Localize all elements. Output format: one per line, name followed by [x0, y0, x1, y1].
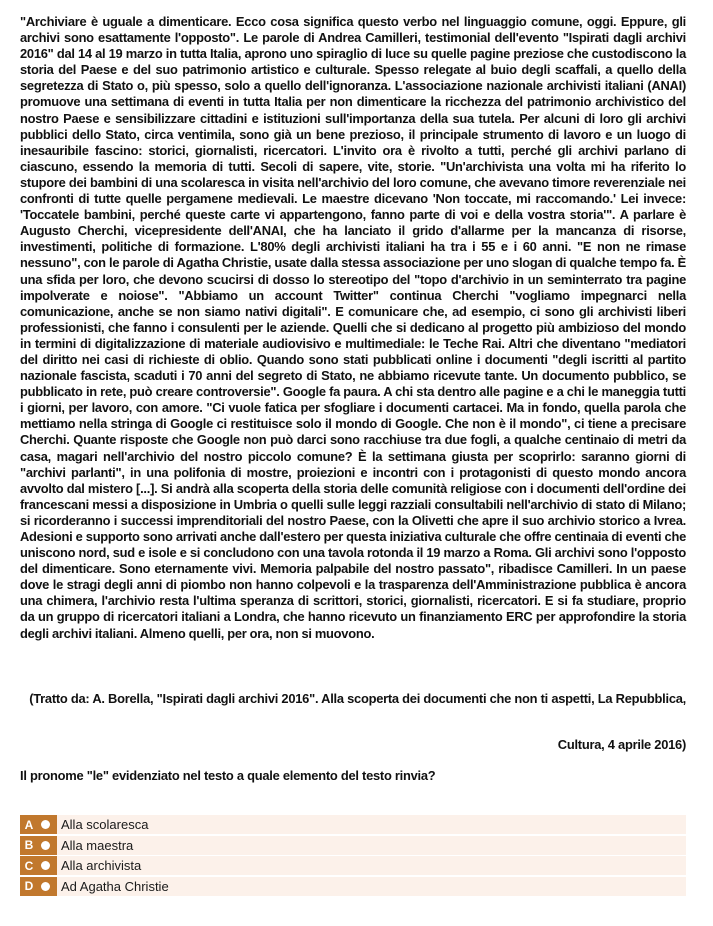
- radio-dot-icon: [41, 841, 50, 850]
- option-c-label: Alla archivista: [61, 858, 142, 873]
- radio-dot-icon: [41, 861, 50, 870]
- answer-options: [20, 815, 686, 897]
- question-text: Il pronome "le" evidenziato nel testo a quale elemento del testo rinvia?: [20, 768, 436, 783]
- reading-passage: "Archiviare è uguale a dimenticare. Ecco cosa significa questo verbo nel linguaggio comune, oggi. Eppure, gli archivi sono esattamente l'opposto". Le parole di Andrea Camilleri, testimonial dell'evento "Ispirati dagli archivi 2016" dal 14 al 19 marzo in tutta Italia, aprono uno spiraglio di luce su quelle pagine preziose che custodiscono la storia del Paese e del suo patrimonio artistico e culturale. Spesso relegate al buio degli scaffali, a quello della segretezza di Stato o, più spesso, solo a quello dell'ignoranza. L'associazione nazionale archivisti italiani (ANAI) promuove una settimana di eventi in tutta Italia per non dimenticare la ricchezza del patrimonio archivistico del nostro Paese e sensibilizzare cittadini e istituzioni sull'importanza della sua tutela. Per alcuni di loro gli archivi pubblici dello Stato, circa ventimila, sono già un bene prezioso, il principale strumento di lavoro e un luogo di inesauribile fascino: storici, giornalisti, ricercatori. L'invito ora è rivolto a tutti, perché gli archivi parlano di ciascuno, essendo la memoria di tutti. Secoli di sapere, vite, storie. "Un'archivista una volta mi ha riferito lo stupore dei bambini di una scolaresca in visita nell'archivio del loro comune, che avevano timore reverenziale nei confronti di tutte quelle pergamene medievali. Le maestre dicevano 'Non toccate, mi raccomando.' Lei invece: 'Toccatele bambini, perché queste carte vi appartengono, fanno parte di voi e della vostra storia'". A parlare è Augusto Cherchi, vicepresidente dell'ANAI, che ha lanciato il grido d'allarme per la mancanza di risorse, investimenti, politiche di formazione. L'80% degli archivisti italiani ha tra i 55 e i 60 anni. "E non ne rimase nessuno", con le parole di Agatha Christie, usate dalla stessa associazione per uno slogan di qualche tempo fa. È una sfida per loro, che devono scucirsi di dosso lo stereotipo del "topo d'archivio in un seminterrato tra pagine impolverate e noiose". "Abbiamo un account Twitter" continua Cherchi "vogliamo impegnarci nella comunicazione, anche se non siamo nativi digitali". E comunicare che, ad esempio, ci sono gli archivisti liberi professionisti, che fanno i consulenti per le aziende. Quelli che si dedicano al progetto più ambizioso del mondo in termini di digitalizzazione di materiale audiovisivo e multimediale: le Teche Rai. Altri che diventano "mediatori del diritto nei casi di richieste di oblio. Quando sono stati pubblicati online i documenti "degli iscritti al partito nazionale fascista, scaduti i 70 anni del segreto di Stato, ne abbiamo ricevute tante. Un documento pubblico, se pubblicato in rete, può creare controversie". Google fa paura. A chi sta dentro alle pagine e a chi le maneggia tutti i giorni, per lavoro, con amore. "Ci vuole fatica per sfogliare i documenti cartacei. Ma in fondo, quella parola che mettiamo nella stringa di Google ci restituisce solo il mondo di Google. Che non è il mondo", ci tiene a precisare Cherchi. Quante risposte che Google non può darci sono racchiuse tra due fogli, a qualche centinaio di metri da casa, magari nell'archivio del nostro piccolo comune? È la settimana giusta per scoprirlo: saranno giorni di "archivi parlanti", in una polifonia di mostre, proiezioni e incontri con i protagonisti di questo mondo ancora avvolto dal mistero [...]. Si andrà alla scoperta della storia delle comunità religiose con i documenti dell'ordine dei francescani messi a disposizione in Umbria o quelli sulle leggi razziali consultabili nell'archivio di stato di Milano; si ricorderanno i successi imprenditoriali del nostro Paese, con la Olivetti che apre il suo archivio storico a Ivrea. Adesioni e supporto sono arrivati anche dall'estero per questa iniziativa culturale che offre centinaia di eventi che uniscono nord, sud e isole e si concludono con una tavola rotonda il 19 marzo a Roma. Gli archivi sono l'opposto del dimenticare. Sono eternamente vivi. Memoria palpabile del nostro passato", ribadisce Camilleri. In un paese dove le stragi degli anni di piombo non hanno colpevoli e la trasparenza dell'Amministrazione pubblica è ancora una chimera, l'archivio resta l'ultima speranza di scrittori, storici, giornalisti, ricercatori. E si fa studiare, proprio da un gruppo di ricercatori italiani a Londra, che hanno ricevuto un finanziamento ERC per approfondire la storia degli archivi italiani. Almeno quelli, per ora, non si muovono.: [20, 14, 686, 641]
- option-a[interactable]: [20, 815, 686, 834]
- source-citation-line-1: (Tratto da: A. Borella, "Ispirati dagli archivi 2016". Alla scoperta dei documenti che non ti aspetti, La Repubblica,: [29, 691, 686, 706]
- cut-off-previous-line: [0, 0, 713, 4]
- option-a-label: Alla scolaresca: [61, 817, 149, 832]
- option-d-tag: [20, 877, 57, 896]
- option-b[interactable]: [20, 836, 686, 855]
- option-d[interactable]: [20, 877, 686, 896]
- option-a-tag: [20, 815, 57, 834]
- option-b-label: Alla maestra: [61, 837, 134, 853]
- option-d-label: Ad Agatha Christie: [61, 878, 169, 894]
- option-b-letter: B: [24, 838, 34, 852]
- radio-dot-icon: [41, 820, 50, 829]
- option-c-letter: C: [24, 858, 34, 873]
- option-b-tag: [20, 836, 57, 855]
- option-c[interactable]: [20, 856, 686, 875]
- option-a-letter: A: [24, 817, 34, 832]
- radio-dot-icon: [41, 882, 50, 891]
- option-c-tag: [20, 856, 57, 875]
- option-d-letter: D: [24, 879, 34, 893]
- source-citation-line-2: Cultura, 4 aprile 2016): [557, 737, 686, 752]
